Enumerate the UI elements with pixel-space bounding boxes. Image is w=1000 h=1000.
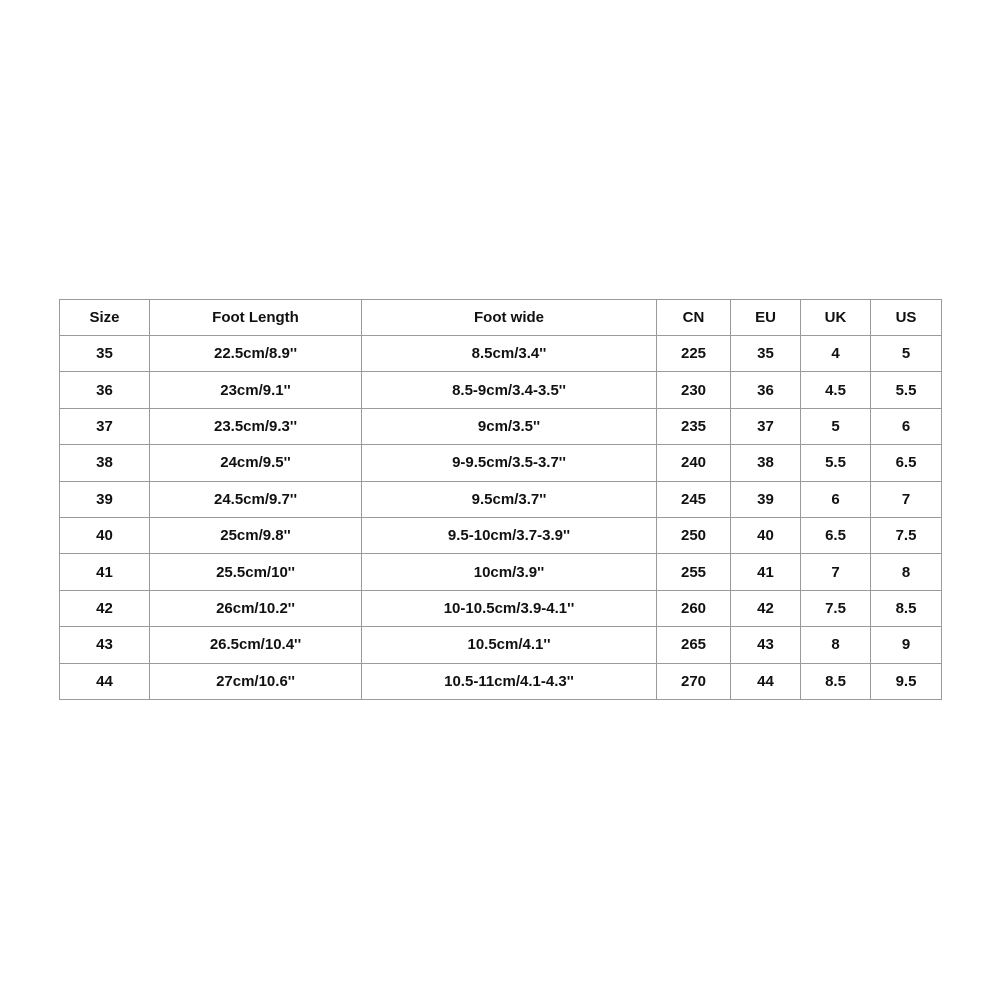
cell-size: 43: [60, 627, 150, 663]
cell-eu: 38: [731, 445, 801, 481]
cell-size: 41: [60, 554, 150, 590]
table-row: [60, 408, 942, 444]
cell-uk: 7.5: [801, 590, 871, 626]
cell-size: 38: [60, 445, 150, 481]
cell-eu: 43: [731, 627, 801, 663]
cell-cn: 225: [657, 336, 731, 372]
cell-foot-length: 26.5cm/10.4'': [150, 627, 362, 663]
header-uk: UK: [801, 300, 871, 336]
size-chart-table: [59, 299, 942, 700]
cell-eu: 42: [731, 590, 801, 626]
cell-foot-wide: 9-9.5cm/3.5-3.7'': [362, 445, 657, 481]
cell-foot-length: 26cm/10.2'': [150, 590, 362, 626]
cell-foot-length: 24.5cm/9.7'': [150, 481, 362, 517]
cell-uk: 5.5: [801, 445, 871, 481]
cell-size: 37: [60, 408, 150, 444]
cell-size: 39: [60, 481, 150, 517]
cell-size: 44: [60, 663, 150, 699]
table-row: [60, 517, 942, 553]
cell-cn: 240: [657, 445, 731, 481]
cell-us: 6: [871, 408, 942, 444]
cell-us: 8.5: [871, 590, 942, 626]
cell-foot-wide: 9.5cm/3.7'': [362, 481, 657, 517]
cell-cn: 260: [657, 590, 731, 626]
cell-foot-wide: 9.5-10cm/3.7-3.9'': [362, 517, 657, 553]
cell-uk: 6: [801, 481, 871, 517]
table-row: [60, 554, 942, 590]
header-cn: CN: [657, 300, 731, 336]
cell-us: 7: [871, 481, 942, 517]
cell-foot-wide: 8.5-9cm/3.4-3.5'': [362, 372, 657, 408]
cell-foot-wide: 8.5cm/3.4'': [362, 336, 657, 372]
cell-foot-wide: 10-10.5cm/3.9-4.1'': [362, 590, 657, 626]
table-row: [60, 627, 942, 663]
cell-uk: 8: [801, 627, 871, 663]
cell-foot-length: 25cm/9.8'': [150, 517, 362, 553]
cell-foot-length: 24cm/9.5'': [150, 445, 362, 481]
cell-uk: 4.5: [801, 372, 871, 408]
cell-cn: 235: [657, 408, 731, 444]
header-foot-length: Foot Length: [150, 300, 362, 336]
cell-foot-length: 23cm/9.1'': [150, 372, 362, 408]
cell-foot-wide: 10.5-11cm/4.1-4.3'': [362, 663, 657, 699]
cell-us: 5.5: [871, 372, 942, 408]
cell-cn: 250: [657, 517, 731, 553]
table-row: [60, 481, 942, 517]
table-row: [60, 590, 942, 626]
header-us: US: [871, 300, 942, 336]
cell-cn: 265: [657, 627, 731, 663]
cell-uk: 8.5: [801, 663, 871, 699]
cell-eu: 40: [731, 517, 801, 553]
cell-cn: 230: [657, 372, 731, 408]
cell-us: 7.5: [871, 517, 942, 553]
cell-foot-wide: 10.5cm/4.1'': [362, 627, 657, 663]
cell-eu: 35: [731, 336, 801, 372]
cell-us: 9.5: [871, 663, 942, 699]
cell-us: 8: [871, 554, 942, 590]
cell-size: 36: [60, 372, 150, 408]
cell-foot-wide: 10cm/3.9'': [362, 554, 657, 590]
table-row: [60, 372, 942, 408]
cell-foot-length: 22.5cm/8.9'': [150, 336, 362, 372]
cell-foot-length: 23.5cm/9.3'': [150, 408, 362, 444]
cell-cn: 255: [657, 554, 731, 590]
cell-foot-length: 25.5cm/10'': [150, 554, 362, 590]
cell-eu: 36: [731, 372, 801, 408]
cell-foot-length: 27cm/10.6'': [150, 663, 362, 699]
cell-uk: 5: [801, 408, 871, 444]
cell-size: 35: [60, 336, 150, 372]
table-row: [60, 336, 942, 372]
cell-us: 5: [871, 336, 942, 372]
cell-eu: 37: [731, 408, 801, 444]
cell-size: 40: [60, 517, 150, 553]
cell-size: 42: [60, 590, 150, 626]
table-header-row: [60, 300, 942, 336]
cell-uk: 4: [801, 336, 871, 372]
header-eu: EU: [731, 300, 801, 336]
header-size: Size: [60, 300, 150, 336]
table-row: [60, 663, 942, 699]
cell-cn: 270: [657, 663, 731, 699]
cell-uk: 6.5: [801, 517, 871, 553]
table-row: [60, 445, 942, 481]
cell-us: 6.5: [871, 445, 942, 481]
header-foot-wide: Foot wide: [362, 300, 657, 336]
cell-eu: 44: [731, 663, 801, 699]
cell-cn: 245: [657, 481, 731, 517]
cell-foot-wide: 9cm/3.5'': [362, 408, 657, 444]
cell-us: 9: [871, 627, 942, 663]
cell-eu: 39: [731, 481, 801, 517]
cell-eu: 41: [731, 554, 801, 590]
cell-uk: 7: [801, 554, 871, 590]
